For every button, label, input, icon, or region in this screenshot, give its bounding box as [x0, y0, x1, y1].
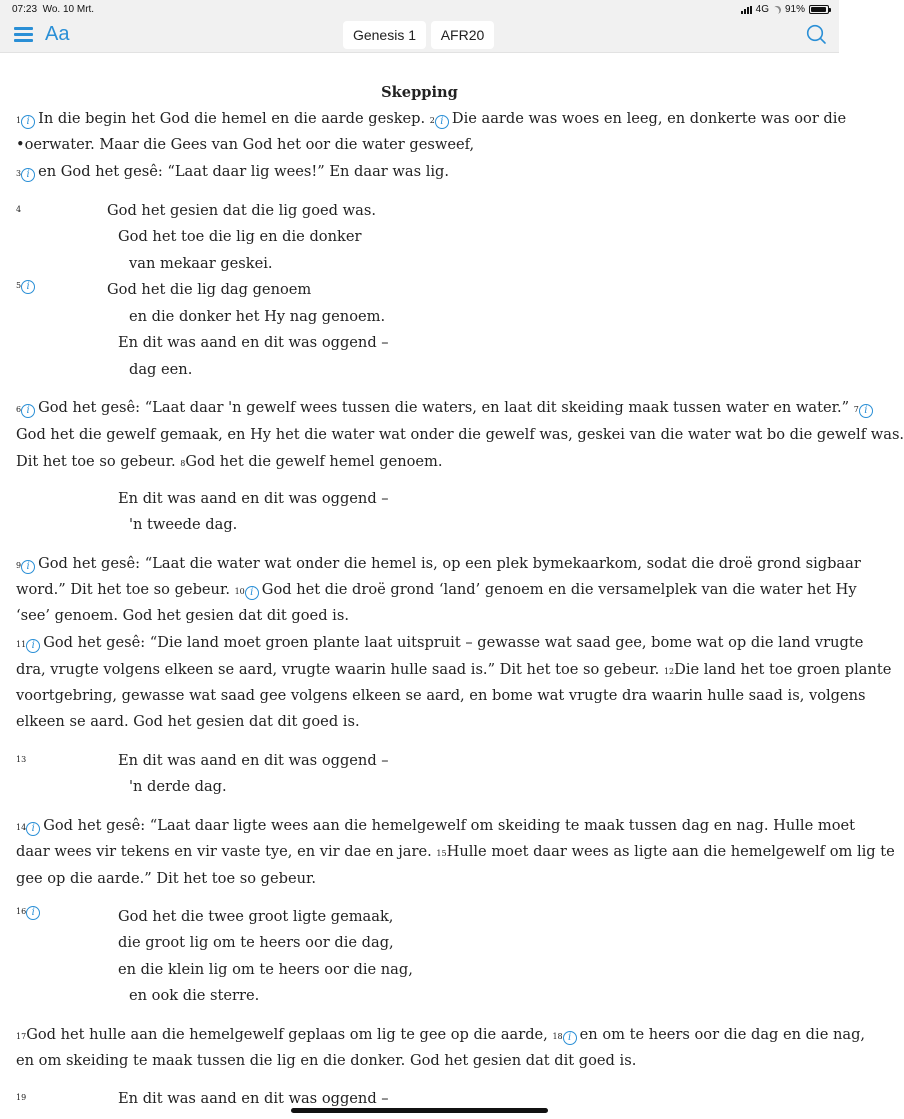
verse-text: Die aarde was woes en leeg, en donkerte was oor die: [451, 110, 847, 127]
font-settings-button[interactable]: Aa: [45, 23, 70, 45]
poetry-line: die groot lig om te heers oor die dag,: [118, 934, 394, 951]
verse-text: Die land het toe groen plante: [674, 661, 892, 678]
verse-number: 3: [16, 169, 22, 178]
text-line: •oerwater. Maar die Gees van God het oor die water gesweef,: [16, 136, 475, 153]
verse-text: God het gesê: “Laat daar 'n gewelf wees tussen die waters, en laat dit skeiding maak tussen water en water.”: [38, 399, 850, 416]
verse-number: 14: [16, 823, 27, 832]
verse-text: God het gesê: “Laat daar ligte wees aan die hemelgewelf om skeiding te maak tussen dag en nag. Hulle moet: [43, 817, 856, 834]
text-line: [16, 634, 863, 653]
info-icon[interactable]: i: [21, 560, 35, 574]
verse-number: 18: [552, 1032, 563, 1041]
poetry-line: God het die twee groot ligte gemaak,: [118, 908, 394, 925]
verse-number: 15: [436, 849, 447, 858]
text-line: [16, 843, 895, 860]
status-time: 07:23: [12, 4, 38, 15]
text-line: [16, 555, 861, 574]
poetry-line: en die donker het Hy nag genoem.: [129, 308, 386, 325]
text-line: [16, 817, 855, 836]
info-icon[interactable]: i: [563, 1031, 577, 1045]
verse-number: 7: [853, 405, 859, 414]
text-line: voortgebring, gewasse wat saad gee volgens elkeen se aard, en bome wat vrugte dra waarin hulle saad is, volgens: [16, 687, 866, 704]
network-label: 4G: [755, 4, 769, 15]
poetry-line: En dit was aand en dit was oggend –: [118, 334, 389, 351]
verse-number: 8: [180, 459, 186, 468]
verse-number: 5: [16, 281, 22, 290]
text-line: [16, 163, 449, 182]
verse-text: God het hulle aan die hemelgewelf geplaas om lig te gee op die aarde,: [26, 1026, 548, 1043]
verse-number: 11: [16, 640, 27, 649]
poetry-line: 'n derde dag.: [129, 778, 227, 795]
book-chapter-button[interactable]: Genesis 1: [343, 21, 426, 49]
verse-number: 10: [234, 587, 245, 596]
info-icon[interactable]: i: [26, 906, 40, 920]
poetry-line: En dit was aand en dit was oggend –: [118, 1090, 389, 1107]
poetry-line: God het gesien dat die lig goed was.: [107, 202, 376, 219]
poetry-line: En dit was aand en dit was oggend –: [118, 490, 389, 507]
verse-number: 16: [16, 907, 27, 916]
poetry-line: van mekaar geskei.: [129, 255, 273, 272]
verse-text: In die begin het God die hemel en die aarde geskep.: [38, 110, 426, 127]
verse-text: word.” Dit het toe so gebeur.: [16, 581, 230, 598]
verse-number: 9: [16, 561, 22, 570]
verse-text: Hulle moet daar wees as ligte aan die hemelgewelf om lig te: [446, 843, 895, 860]
text-line: [16, 453, 443, 470]
verse-text: dra, vrugte volgens elkeen se aard, vrugte waarin hulle saad is.” Dit het toe so gebeur.: [16, 661, 660, 678]
verse-number: 13: [16, 755, 27, 764]
verse-text: God het die gewelf hemel genoem.: [185, 453, 443, 470]
verse-text: en God het gesê: “Laat daar lig wees!” En daar was lig.: [38, 163, 450, 180]
status-date: Wo. 10 Mrt.: [42, 4, 95, 15]
poetry-line: God het die lig dag genoem: [107, 281, 312, 298]
verse-text: God het gesê: “Laat die water wat onder die hemel is, op een plek bymekaarkom, sodat die droë grond sigbaar: [38, 555, 861, 572]
poetry-line: En dit was aand en dit was oggend –: [118, 752, 389, 769]
info-icon[interactable]: i: [26, 822, 40, 836]
info-icon[interactable]: i: [21, 115, 35, 129]
verse-text: Dit het toe so gebeur.: [16, 453, 176, 470]
battery-percent: 91%: [784, 4, 805, 15]
poetry-line: en die klein lig om te heers oor die nag,: [118, 961, 413, 978]
verse-number: 17: [16, 1032, 27, 1041]
text-line: God het die gewelf gemaak, en Hy het die water wat onder die gewelf was, geskei van die water wat bo die gewelf was.: [16, 426, 904, 443]
text-line: gee op die aarde.” Dit het toe so gebeur.: [16, 870, 317, 887]
verse-number: 1: [16, 116, 22, 125]
verse-number-with-info: [16, 280, 38, 294]
info-icon[interactable]: i: [859, 404, 873, 418]
verse-number: 12: [663, 667, 675, 676]
verse-number-with-info: [16, 906, 43, 920]
info-icon[interactable]: i: [21, 404, 35, 418]
text-line: elkeen se aard. God het gesien dat dit goed is.: [16, 713, 360, 730]
text-line: [16, 110, 846, 129]
text-line: [16, 399, 876, 418]
info-icon[interactable]: i: [21, 168, 35, 182]
verse-text: en om te heers oor die dag en die nag,: [579, 1026, 866, 1043]
version-button[interactable]: AFR20: [431, 21, 494, 49]
text-line: [16, 1026, 865, 1045]
poetry-line: 'n tweede dag.: [129, 516, 238, 533]
poetry-line: dag een.: [129, 361, 193, 378]
info-icon[interactable]: i: [21, 280, 35, 294]
home-indicator[interactable]: [291, 1108, 548, 1113]
poetry-line: God het toe die lig en die donker: [118, 228, 362, 245]
info-icon[interactable]: i: [245, 586, 259, 600]
verse-text: God het die droë grond ‘land’ genoem en die versamelplek van die water het Hy: [261, 581, 857, 598]
poetry-line: en ook die sterre.: [129, 987, 260, 1004]
verse-text: daar wees vir tekens en vir vaste tye, en vir dae en jare.: [16, 843, 432, 860]
text-line: [16, 581, 857, 600]
verse-number: 2: [429, 116, 435, 125]
info-icon[interactable]: i: [26, 639, 40, 653]
verse-number: 6: [16, 405, 22, 414]
verse-number: 4: [16, 205, 22, 214]
verse-text: God het gesê: “Die land moet groen plante laat uitspruit – gewasse wat saad gee, bome wat op die land vrugte: [43, 634, 864, 651]
text-line: en om skeiding te maak tussen die lig en die donker. God het gesien dat dit goed is.: [16, 1052, 637, 1069]
text-line: ‘see’ genoem. God het gesien dat dit goed is.: [16, 607, 349, 624]
text-line: [16, 661, 891, 678]
verse-number: 19: [16, 1093, 27, 1102]
section-heading: Skepping: [381, 84, 458, 101]
info-icon[interactable]: i: [435, 115, 449, 129]
